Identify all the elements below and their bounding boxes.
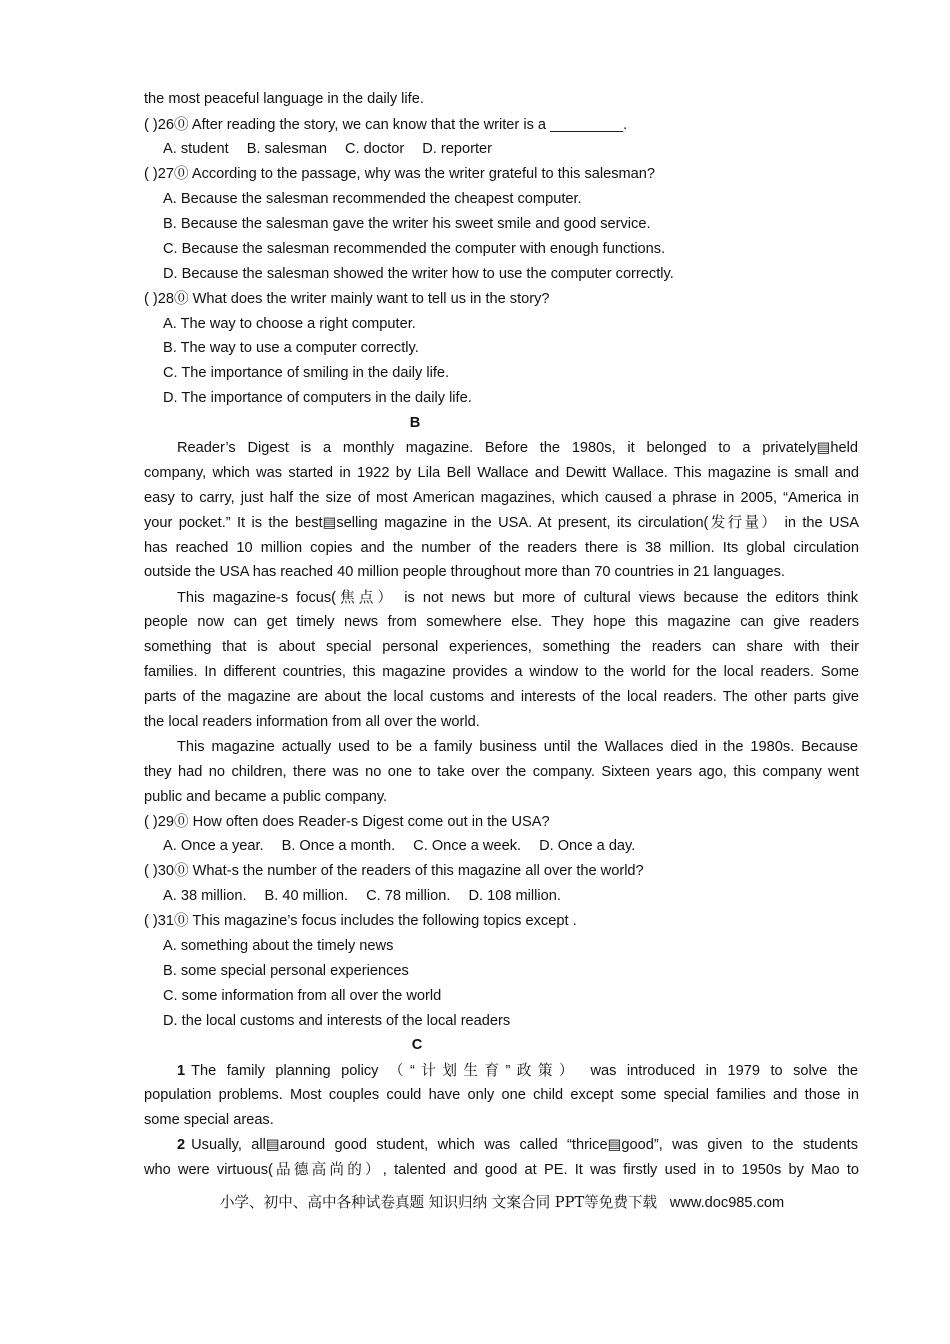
option: D. reporter xyxy=(422,141,492,157)
paragraph-line: some special areas. xyxy=(144,1112,274,1128)
paragraph-line: they had no children, there was no one to take over the company. Sixteen years ago, this company went xyxy=(144,764,859,780)
option: A. student xyxy=(163,141,229,157)
question-26-options xyxy=(163,140,510,158)
option: A. Once a year. xyxy=(163,838,264,854)
option: C. 78 million. xyxy=(366,888,451,904)
section-heading-c: C xyxy=(411,1037,423,1053)
footer-url[interactable]: www.doc985.com xyxy=(669,1195,785,1211)
paragraph-line: who were virtuous(品德高尚的）, talented and good at PE. It was firstly used in to 1950s by Mao to xyxy=(144,1162,859,1178)
section-heading-b: B xyxy=(409,415,421,431)
paragraph-line: The family planning policy （“计划生育”政策） was introduced in 1979 to solve the xyxy=(191,1063,858,1079)
question-31-option-d: D. the local customs and interests of the local readers xyxy=(163,1013,511,1029)
paragraph-line: Usually, all▤around good student, which was called “thrice▤good”, was given to the students xyxy=(191,1137,858,1153)
page-footer xyxy=(27,1191,950,1212)
paragraph-line: Reader’s Digest is a monthly magazine. Before the 1980s, it belonged to a privately▤held xyxy=(177,440,858,456)
paragraph-line: has reached 10 million copies and the number of the readers there is 38 million. Its global circulation xyxy=(144,540,859,556)
item-1-first-line xyxy=(177,1062,858,1080)
paragraph-line: the local readers information from all over the world. xyxy=(144,714,480,730)
question-27-option-c: C. Because the salesman recommended the computer with enough functions. xyxy=(163,241,666,257)
paragraph-line: This magazine actually used to be a family business until the Wallaces died in the 1980s. Because xyxy=(177,739,858,755)
question-29: ( )29⓪ How often does Reader-s Digest come out in the USA? xyxy=(144,814,550,830)
option: C. doctor xyxy=(345,141,405,157)
question-27: ( )27⓪ According to the passage, why was the writer grateful to this salesman? xyxy=(144,166,656,182)
item-number: 1 xyxy=(177,1063,186,1079)
paragraph-line: company, which was started in 1922 by Lila Bell Wallace and Dewitt Wallace. This magazine is small and xyxy=(144,465,859,481)
item-number: 2 xyxy=(177,1137,186,1153)
question-28-option-b: B. The way to use a computer correctly. xyxy=(163,340,419,356)
paragraph-line: outside the USA has reached 40 million people throughout more than 70 countries in 21 languages. xyxy=(144,564,785,580)
paragraph-line: This magazine-s focus(焦点） is not news but more of cultural views because the editors think xyxy=(177,590,858,606)
footer-text: 小学、初中、高中各种试卷真题 知识归纳 文案合同 PPT等免费下载 xyxy=(219,1194,658,1211)
paragraph-line: your pocket.” It is the best▤selling magazine in the USA. At present, its circulation(发行量） in the USA xyxy=(144,515,859,531)
question-27-option-d: D. Because the salesman showed the writer how to use the computer correctly. xyxy=(163,266,674,282)
question-31-option-a: A. something about the timely news xyxy=(163,938,394,954)
paragraph-line: population problems. Most couples could have only one child except some special families and those in xyxy=(144,1087,859,1103)
paragraph-line: families. In different countries, this magazine provides a window to the world for the local readers. Some xyxy=(144,664,859,680)
question-31-option-b: B. some special personal experiences xyxy=(163,963,409,979)
item-2-first-line xyxy=(177,1136,858,1154)
question-30-options xyxy=(163,887,579,905)
question-29-options xyxy=(163,837,653,855)
paragraph-line: parts of the magazine are about the local customs and interests of the local readers. The other parts give xyxy=(144,689,859,705)
option: B. Once a month. xyxy=(281,838,396,854)
question-30: ( )30⓪ What-s the number of the readers of this magazine all over the world? xyxy=(144,863,644,879)
question-28-option-c: C. The importance of smiling in the daily life. xyxy=(163,365,450,381)
question-27-option-a: A. Because the salesman recommended the cheapest computer. xyxy=(163,191,582,207)
question-31: ( )31⓪ This magazine’s focus includes the following topics except . xyxy=(144,913,577,929)
paragraph-line: easy to carry, just half the size of most American magazines, which caused a phrase in 2005, “America in xyxy=(144,490,859,506)
paragraph-line: something that is about special personal experiences, something the readers can share with their xyxy=(144,639,859,655)
option: D. Once a day. xyxy=(539,838,636,854)
question-28-option-a: A. The way to choose a right computer. xyxy=(163,316,416,332)
question-27-option-b: B. Because the salesman gave the writer his sweet smile and good service. xyxy=(163,216,651,232)
option: B. 40 million. xyxy=(264,888,349,904)
option: C. Once a week. xyxy=(413,838,522,854)
passage-a-last-line: the most peaceful language in the daily life. xyxy=(144,91,424,107)
paragraph-line: public and became a public company. xyxy=(144,789,388,805)
question-28-option-d: D. The importance of computers in the daily life. xyxy=(163,390,472,406)
question-31-option-c: C. some information from all over the world xyxy=(163,988,442,1004)
question-28: ( )28⓪ What does the writer mainly want to tell us in the story? xyxy=(144,291,550,307)
paragraph-line: people now can get timely news from somewhere else. They hope this magazine can give readers xyxy=(144,614,859,630)
option: A. 38 million. xyxy=(163,888,247,904)
question-26: ( )26⓪ After reading the story, we can know that the writer is a _________. xyxy=(144,117,628,133)
option: B. salesman xyxy=(246,141,328,157)
option: D. 108 million. xyxy=(468,888,561,904)
